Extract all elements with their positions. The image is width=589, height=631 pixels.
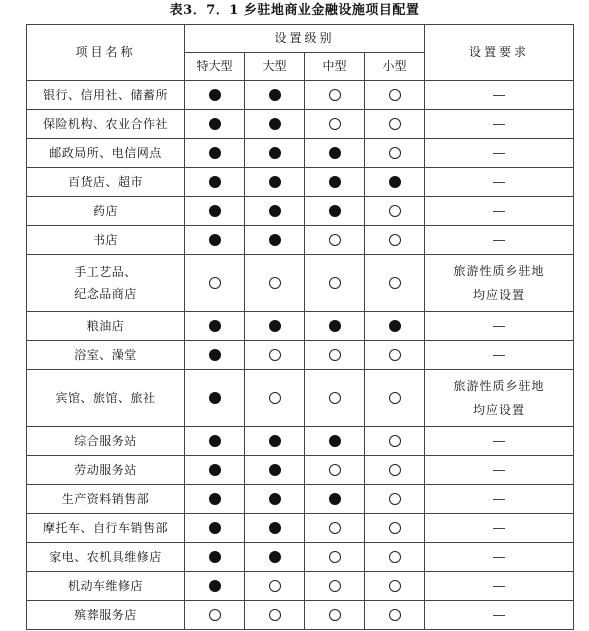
item-name: 殡葬服务店 [74,607,137,622]
filled-circle-icon [269,522,281,534]
filled-circle-icon [209,205,221,217]
level-cell-medium [305,601,365,630]
item-name-cell [27,485,185,514]
hollow-circle-icon [269,392,281,404]
level-cell-small [365,81,425,110]
level-cell-extra-large [185,485,245,514]
level-cell-small [365,139,425,168]
dash-icon [493,586,505,587]
dash-icon [493,124,505,125]
dash-icon [493,441,505,442]
item-name-cell [27,456,185,485]
filled-circle-icon [209,464,221,476]
table-row [27,485,574,514]
filled-circle-icon [209,551,221,563]
level-cell-large [245,427,305,456]
filled-circle-icon [329,493,341,505]
item-name: 浴室、澡堂 [74,347,137,362]
requirement-line: 均应设置 [473,403,526,417]
dash-icon [493,240,505,241]
item-name-cell [27,168,185,197]
hollow-circle-icon [389,89,401,101]
table-row [27,341,574,370]
level-cell-medium [305,110,365,139]
item-name-cell [27,110,185,139]
requirement-line: 均应设置 [473,288,526,302]
level-cell-large [245,139,305,168]
filled-circle-icon [209,320,221,332]
hollow-circle-icon [389,118,401,130]
level-cell-medium [305,139,365,168]
table-title: 表3．7．1 乡驻地商业金融设施项目配置 [169,3,420,18]
dash-icon [493,153,505,154]
hollow-circle-icon [329,118,341,130]
hollow-circle-icon [389,392,401,404]
filled-circle-icon [389,320,401,332]
filled-circle-icon [329,320,341,332]
requirement-cell [425,139,574,168]
filled-circle-icon [269,234,281,246]
item-name-cell [27,312,185,341]
requirement-cell [425,543,574,572]
level-cell-extra-large [185,543,245,572]
level-cell-extra-large [185,572,245,601]
level-cell-large [245,168,305,197]
hollow-circle-icon [389,580,401,592]
hollow-circle-icon [389,522,401,534]
item-name-cell [27,81,185,110]
table-row [27,427,574,456]
filled-circle-icon [269,118,281,130]
hollow-circle-icon [389,493,401,505]
item-name-line: 手工艺品、 [74,265,137,279]
requirement-cell [425,572,574,601]
level-cell-medium [305,226,365,255]
filled-circle-icon [209,522,221,534]
dash-icon [493,355,505,356]
filled-circle-icon [329,205,341,217]
table-row [27,110,574,139]
level-cell-small [365,255,425,312]
level-cell-medium [305,485,365,514]
dash-icon [493,211,505,212]
level-cell-extra-large [185,427,245,456]
filled-circle-icon [209,118,221,130]
hollow-circle-icon [389,277,401,289]
requirement-cell [425,370,574,427]
item-name-cell [27,341,185,370]
filled-circle-icon [269,205,281,217]
header-level-extra-large: 特大型 [185,53,245,81]
item-name-cell [27,370,185,427]
requirement-cell [425,81,574,110]
requirement-cell [425,485,574,514]
hollow-circle-icon [269,609,281,621]
level-cell-extra-large [185,514,245,543]
item-name: 综合服务站 [74,433,137,448]
hollow-circle-icon [209,277,221,289]
level-cell-extra-large [185,110,245,139]
filled-circle-icon [209,349,221,361]
item-name: 机动车维修店 [67,578,143,593]
level-cell-medium [305,456,365,485]
filled-circle-icon [269,147,281,159]
hollow-circle-icon [329,580,341,592]
level-cell-small [365,456,425,485]
level-cell-extra-large [185,456,245,485]
item-name-cell [27,572,185,601]
requirement-cell [425,312,574,341]
level-cell-small [365,485,425,514]
level-cell-large [245,456,305,485]
requirement-cell [425,168,574,197]
dash-icon [493,499,505,500]
hollow-circle-icon [269,277,281,289]
filled-circle-icon [209,234,221,246]
dash-icon [493,557,505,558]
level-cell-large [245,255,305,312]
table-row [27,456,574,485]
table-row [27,226,574,255]
filled-circle-icon [269,435,281,447]
level-cell-medium [305,514,365,543]
level-cell-small [365,168,425,197]
hollow-circle-icon [269,349,281,361]
table-row [27,255,574,312]
item-name-cell [27,197,185,226]
item-name-cell [27,514,185,543]
hollow-circle-icon [209,609,221,621]
level-cell-small [365,572,425,601]
level-cell-medium [305,168,365,197]
level-cell-extra-large [185,312,245,341]
dash-icon [493,182,505,183]
header-level-group: 设置级别 [185,25,425,53]
level-cell-medium [305,427,365,456]
header-row-1 [27,25,574,53]
table-row [27,514,574,543]
filled-circle-icon [209,435,221,447]
requirement-cell [425,341,574,370]
table-row [27,81,574,110]
filled-circle-icon [329,435,341,447]
filled-circle-icon [269,176,281,188]
requirement-cell [425,110,574,139]
filled-circle-icon [209,392,221,404]
level-cell-medium [305,543,365,572]
hollow-circle-icon [329,609,341,621]
level-cell-extra-large [185,168,245,197]
requirement-cell [425,226,574,255]
item-name-cell [27,255,185,312]
hollow-circle-icon [269,580,281,592]
item-name: 银行、信用社、储蓄所 [42,87,168,102]
level-cell-large [245,485,305,514]
requirement-cell [425,514,574,543]
filled-circle-icon [269,464,281,476]
level-cell-medium [305,370,365,427]
table-row [27,370,574,427]
level-cell-medium [305,81,365,110]
level-cell-small [365,427,425,456]
hollow-circle-icon [329,277,341,289]
level-cell-medium [305,312,365,341]
dash-icon [493,528,505,529]
level-cell-small [365,543,425,572]
filled-circle-icon [389,176,401,188]
table-row [27,312,574,341]
level-cell-small [365,601,425,630]
item-name: 书店 [92,232,118,247]
table-row [27,168,574,197]
dash-icon [493,326,505,327]
item-name-cell [27,543,185,572]
level-cell-small [365,312,425,341]
level-cell-small [365,370,425,427]
item-name: 百货店、超市 [67,174,143,189]
level-cell-large [245,312,305,341]
hollow-circle-icon [329,349,341,361]
level-cell-extra-large [185,341,245,370]
level-cell-small [365,341,425,370]
level-cell-extra-large [185,139,245,168]
item-name: 药店 [92,203,118,218]
hollow-circle-icon [329,234,341,246]
level-cell-large [245,81,305,110]
item-name: 粮油店 [86,318,125,333]
item-name: 宾馆、旅馆、旅社 [55,390,156,405]
item-name-cell [27,226,185,255]
hollow-circle-icon [389,609,401,621]
table-row [27,543,574,572]
item-name: 家电、农机具维修店 [49,549,162,564]
item-name-cell [27,139,185,168]
item-name: 保险机构、农业合作社 [42,116,168,131]
hollow-circle-icon [389,435,401,447]
item-name-cell [27,427,185,456]
dash-icon [493,615,505,616]
header-level-medium: 中型 [305,53,365,81]
level-cell-large [245,543,305,572]
level-cell-medium [305,197,365,226]
requirement-line: 旅游性质乡驻地 [453,264,545,278]
requirement-line: 旅游性质乡驻地 [453,379,545,393]
item-name: 邮政局所、电信网点 [49,145,162,160]
level-cell-medium [305,341,365,370]
table-body [27,81,574,630]
level-cell-small [365,197,425,226]
hollow-circle-icon [389,234,401,246]
level-cell-large [245,370,305,427]
filled-circle-icon [209,176,221,188]
header-requirement: 设置要求 [425,25,574,81]
hollow-circle-icon [389,147,401,159]
filled-circle-icon [269,320,281,332]
table-row [27,601,574,630]
filled-circle-icon [329,147,341,159]
table-row [27,197,574,226]
item-name-line: 纪念品商店 [74,287,137,301]
level-cell-small [365,110,425,139]
level-cell-extra-large [185,81,245,110]
header-level-small: 小型 [365,53,425,81]
level-cell-large [245,341,305,370]
header-project-name: 项目名称 [27,25,185,81]
level-cell-small [365,226,425,255]
dash-icon [493,95,505,96]
requirement-cell [425,255,574,312]
config-table [26,24,574,630]
requirement-cell [425,197,574,226]
item-name: 摩托车、自行车销售部 [42,520,168,535]
level-cell-large [245,514,305,543]
hollow-circle-icon [389,464,401,476]
filled-circle-icon [269,493,281,505]
level-cell-large [245,226,305,255]
hollow-circle-icon [329,392,341,404]
level-cell-extra-large [185,197,245,226]
level-cell-large [245,110,305,139]
level-cell-extra-large [185,370,245,427]
level-cell-large [245,601,305,630]
table-row [27,139,574,168]
level-cell-large [245,197,305,226]
hollow-circle-icon [329,551,341,563]
requirement-cell [425,456,574,485]
level-cell-extra-large [185,601,245,630]
filled-circle-icon [209,580,221,592]
level-cell-medium [305,255,365,312]
requirement-cell [425,427,574,456]
table-row [27,572,574,601]
filled-circle-icon [329,176,341,188]
filled-circle-icon [209,89,221,101]
item-name-cell [27,601,185,630]
hollow-circle-icon [389,205,401,217]
item-name: 劳动服务站 [74,462,137,477]
level-cell-medium [305,572,365,601]
filled-circle-icon [209,493,221,505]
level-cell-large [245,572,305,601]
hollow-circle-icon [389,551,401,563]
level-cell-extra-large [185,255,245,312]
requirement-cell [425,601,574,630]
header-level-large: 大型 [245,53,305,81]
filled-circle-icon [209,147,221,159]
hollow-circle-icon [329,89,341,101]
dash-icon [493,470,505,471]
hollow-circle-icon [329,522,341,534]
filled-circle-icon [269,89,281,101]
filled-circle-icon [269,551,281,563]
level-cell-small [365,514,425,543]
hollow-circle-icon [329,464,341,476]
item-name: 生产资料销售部 [61,491,150,506]
level-cell-extra-large [185,226,245,255]
hollow-circle-icon [389,349,401,361]
